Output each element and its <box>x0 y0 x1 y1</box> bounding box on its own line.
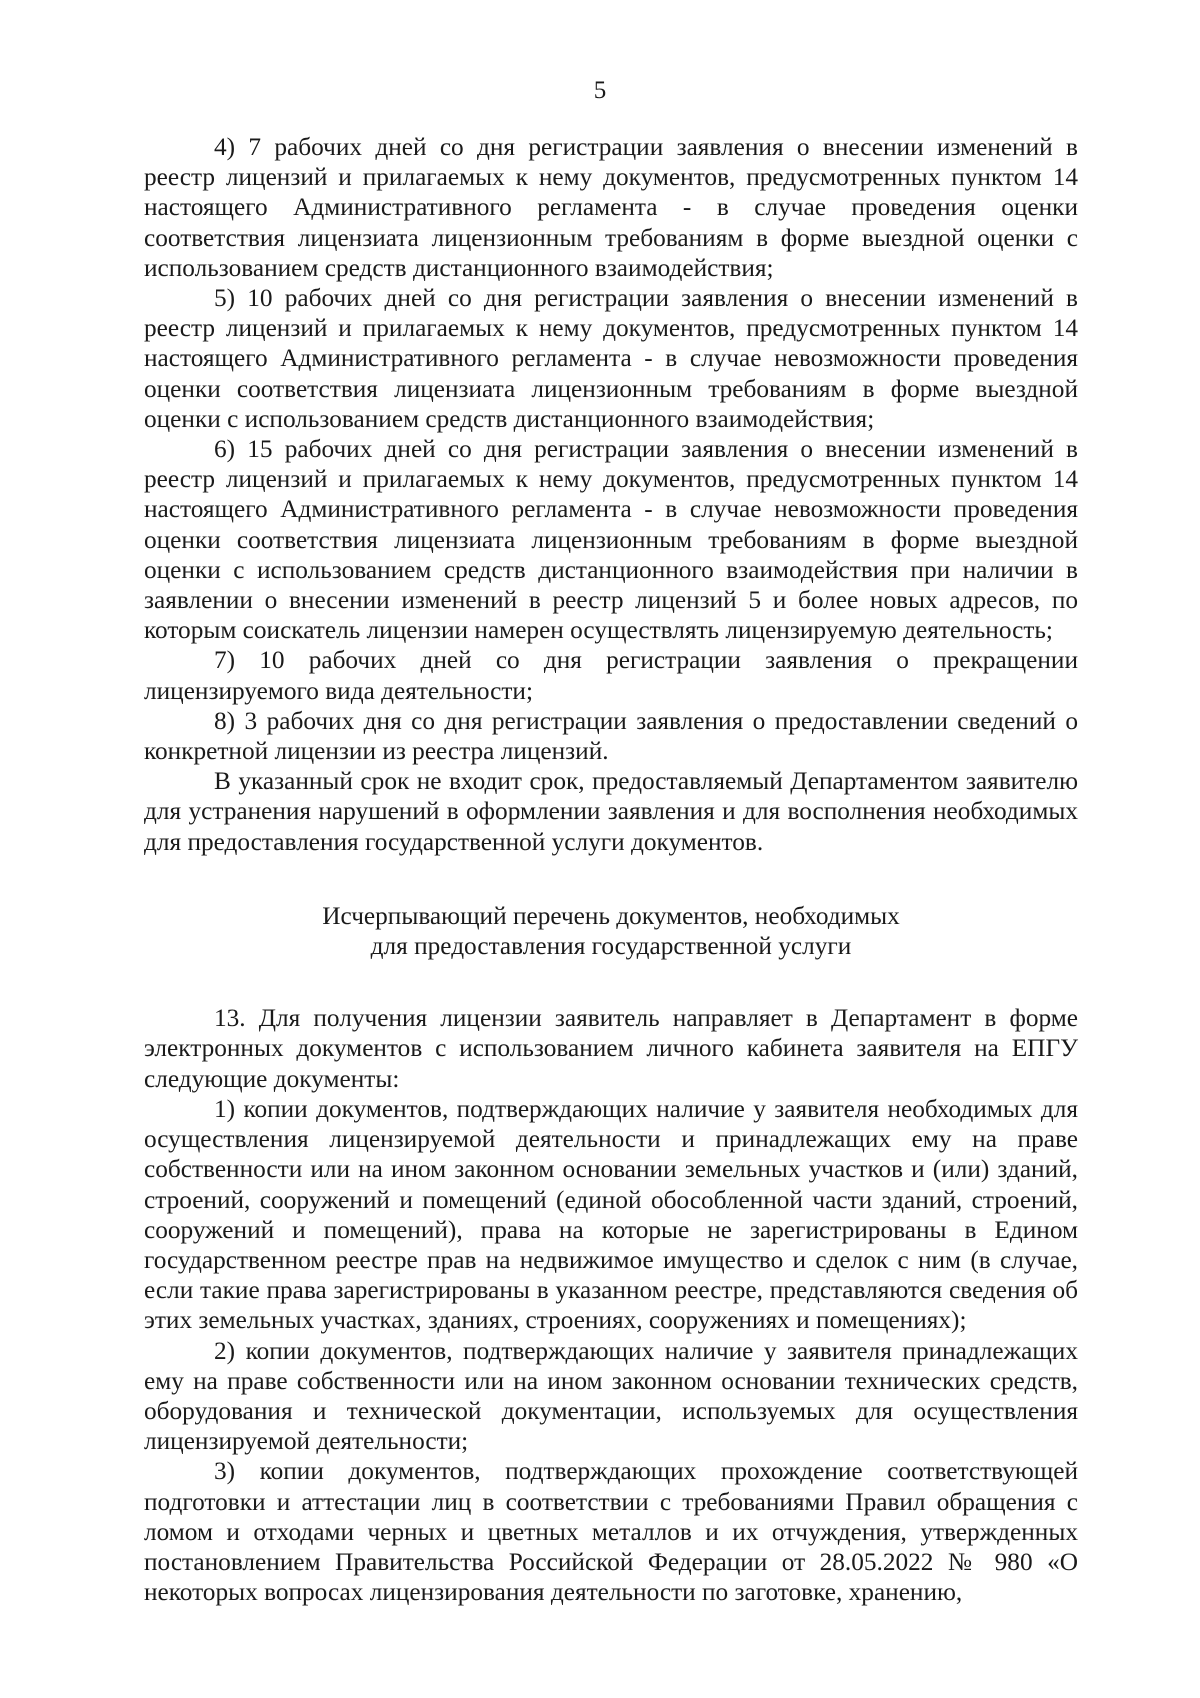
section-heading-line-2: для предоставления государственной услуги <box>370 932 852 961</box>
section-heading <box>144 857 1078 1003</box>
paragraph-item-5: 5) 10 рабочих дней со дня регистрации заявления о внесении изменений в реестр лицензий и прилагаемых к нему документов, предусмотренных пунктом 14 настоящего Административного регламента - в случае невозможности проведения оценки соответствия лицензиата лицензионным требованиям в форме выездной оценки с использованием средств дистанционного взаимодействия; <box>144 284 1078 433</box>
paragraph-note: В указанный срок не входит срок, предоставляемый Департаментом заявителю для устранения нарушений в оформлении заявления и для восполнения необходимых для предоставления государственной услуги документов. <box>144 767 1078 856</box>
paragraph-doc-3: 3) копии документов, подтверждающих прохождение соответствующей подготовки и аттестации лиц в соответствии с требованиями Правил обращения с ломом и отходами черных и цветных металлов и их отчуждения, утвержденных постановлением Правительства Российской Федерации от 28.05.2022 № 980 «О некоторых вопросах лицензирования деятельности по заготовке, хранению, <box>144 1457 1078 1607</box>
paragraph-doc-2: 2) копии документов, подтверждающих наличие у заявителя принадлежащих ему на праве собственности или на ином законном основании технических средств, оборудования и технической документации, используемых для осуществления лицензируемой деятельности; <box>144 1336 1078 1456</box>
paragraph-item-7: 7) 10 рабочих дней со дня регистрации заявления о прекращении лицензируемого вида деятельности; <box>144 646 1078 705</box>
section-heading-line-1: Исчерпывающий перечень документов, необходимых <box>322 901 900 930</box>
paragraph-item-6: 6) 15 рабочих дней со дня регистрации заявления о внесении изменений в реестр лицензий и прилагаемых к нему документов, предусмотренных пунктом 14 настоящего Административного регламента - в случае невозможности проведения оценки соответствия лицензиата лицензионным требованиям в форме выездной оценки с использованием средств дистанционного взаимодействия при наличии в заявлении о внесении изменений в реестр лицензий 5 и более новых адресов, по которым соискатель лицензии намерен осуществлять лицензируемую деятельность; <box>144 435 1078 645</box>
paragraph-item-4: 4) 7 рабочих дней со дня регистрации заявления о внесении изменений в реестр лицензий и прилагаемых к нему документов, предусмотренных пунктом 14 настоящего Административного регламента - в случае проведения оценки соответствия лицензиата лицензионным требованиям в форме выездной оценки с использованием средств дистанционного взаимодействия; <box>144 133 1078 282</box>
paragraph-clause-13: 13. Для получения лицензии заявитель направляет в Департамент в форме электронных документов с использованием личного кабинета заявителя на ЕПГУ следующие документы: <box>144 1004 1078 1093</box>
document-body <box>144 132 1078 1607</box>
page-number: 5 <box>593 77 607 104</box>
paragraph-doc-1: 1) копии документов, подтверждающих наличие у заявителя необходимых для осуществления лицензируемой деятельности и принадлежащих ему на праве собственности или на ином законном основании земельных участков и (или) зданий, строений, сооружений и помещений (единой обособленной части зданий, строений, сооружений и помещений), права на которые не зарегистрированы в Едином государственном реестре прав на недвижимое имущество и сделок с ним (в случае, если такие права зарегистрированы в указанном реестре, представляются сведения об этих земельных участках, зданиях, строениях, сооружениях и помещениях); <box>144 1094 1078 1335</box>
paragraph-item-8: 8) 3 рабочих дня со дня регистрации заявления о предоставлении сведений о конкретной лицензии из реестра лицензий. <box>144 706 1078 766</box>
